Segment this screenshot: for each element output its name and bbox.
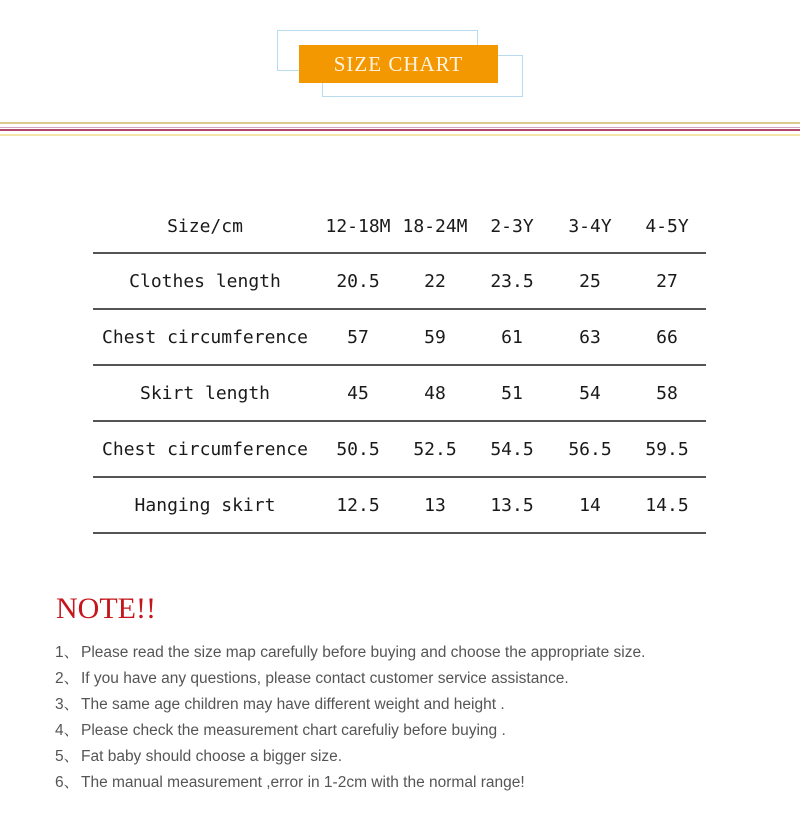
size-chart-banner <box>299 45 498 83</box>
separator-line-2 <box>0 127 800 128</box>
row-label: Chest circumference <box>102 326 308 348</box>
note-item <box>55 694 645 720</box>
note-text: If you have any questions, please contact customer service assistance. <box>81 670 569 687</box>
cell-value: 14.5 <box>645 494 689 516</box>
separator-line-4 <box>0 134 800 136</box>
note-text: Please check the measurement chart carefuliy before buying . <box>81 722 506 739</box>
separator-line-1 <box>0 122 800 124</box>
note-number: 2、 <box>55 670 80 687</box>
note-item <box>55 668 645 694</box>
cell-value: 50.5 <box>336 438 380 460</box>
header-12-18m: 12-18M <box>325 216 391 237</box>
note-number: 1、 <box>55 644 80 661</box>
row-label: Skirt length <box>139 382 271 404</box>
cell-value: 48 <box>424 382 446 404</box>
banner-title: SIZE CHART <box>333 51 464 76</box>
table-row-hanging-skirt <box>93 478 706 534</box>
note-number: 4、 <box>55 722 80 739</box>
cell-value: 51 <box>501 382 523 404</box>
header-18-24m: 18-24M <box>402 216 468 237</box>
note-text: Fat baby should choose a bigger size. <box>81 748 343 765</box>
header-2-3y: 2-3Y <box>490 216 534 237</box>
cell-value: 12.5 <box>336 494 380 516</box>
cell-value: 61 <box>501 326 523 348</box>
cell-value: 59 <box>424 326 446 348</box>
note-item <box>55 746 645 772</box>
header-3-4y: 3-4Y <box>568 216 612 237</box>
note-title: NOTE!! <box>56 592 156 625</box>
table-row-clothes-length <box>93 254 706 310</box>
note-text: Please read the size map carefully before buying and choose the appropriate size. <box>81 644 646 661</box>
cell-value: 54.5 <box>490 438 534 460</box>
cell-value: 58 <box>656 382 678 404</box>
cell-value: 13.5 <box>490 494 534 516</box>
cell-value: 23.5 <box>490 270 534 292</box>
note-text: The same age children may have different weight and height . <box>81 696 505 713</box>
note-number: 3、 <box>55 696 80 713</box>
row-label: Clothes length <box>129 270 281 292</box>
cell-value: 14 <box>579 494 601 516</box>
row-label: Chest circumference <box>102 438 308 460</box>
cell-value: 59.5 <box>645 438 689 460</box>
row-label: Hanging skirt <box>134 494 276 516</box>
separator-line-3 <box>0 129 800 131</box>
note-number: 5、 <box>55 748 80 765</box>
table-row-chest-circumference <box>93 310 706 366</box>
table-row-skirt-length <box>93 366 706 422</box>
note-item <box>55 720 645 746</box>
note-number: 6、 <box>55 774 80 791</box>
size-table <box>93 201 706 534</box>
cell-value: 63 <box>579 326 601 348</box>
cell-value: 52.5 <box>413 438 457 460</box>
cell-value: 25 <box>579 270 601 292</box>
cell-value: 22 <box>424 270 446 292</box>
cell-value: 66 <box>656 326 678 348</box>
cell-value: 54 <box>579 382 601 404</box>
note-item <box>55 772 645 798</box>
table-header-row <box>93 201 706 254</box>
cell-value: 56.5 <box>568 438 612 460</box>
cell-value: 13 <box>424 494 446 516</box>
note-text: The manual measurement ,error in 1-2cm with the normal range! <box>81 774 525 791</box>
header-4-5y: 4-5Y <box>645 216 689 237</box>
cell-value: 57 <box>347 326 369 348</box>
cell-value: 45 <box>347 382 369 404</box>
note-item <box>55 642 645 668</box>
cell-value: 20.5 <box>336 270 380 292</box>
cell-value: 27 <box>656 270 678 292</box>
header-size-label: Size/cm <box>167 216 243 237</box>
table-row-chest-circumference-2 <box>93 422 706 478</box>
notes-list <box>55 642 645 798</box>
